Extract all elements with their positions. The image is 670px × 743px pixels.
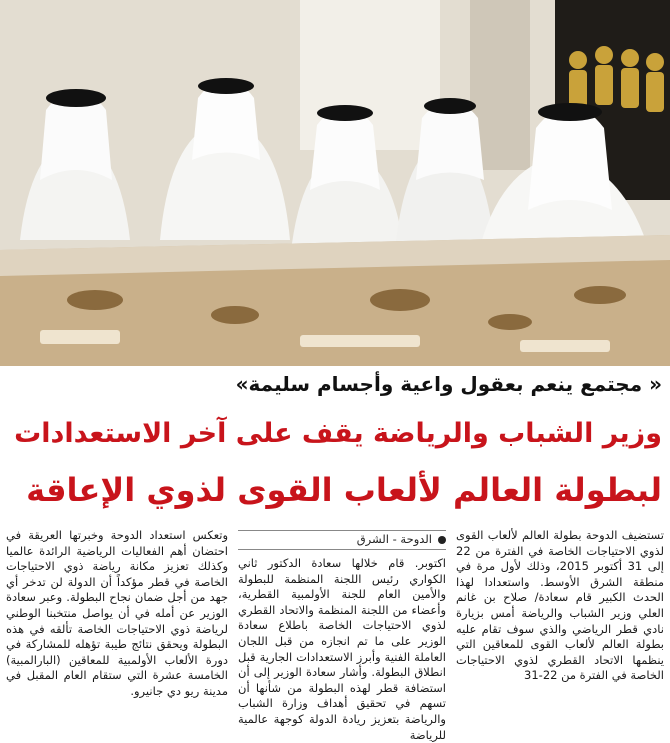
dateline-text: الدوحة - الشرق: [356, 532, 432, 547]
column-3-text: وتعكس استعداد الدوحة وخبرتها العريقة في احتضان أهم الفعاليات الرياضية الرائدة عالميا وكذلك تعزيز مكانة رياضة ذوي الاحتياجات الخاصة في قطر مؤكداً أن الدولة لن تدخر أي جهد من أجل ضمان نجاح البطولة. وعبر سعادة الوزير عن أمله في أن يواصل منتخبنا الوطني لرياضة ذوي الاحتياجات الخاصة تألقه في هذه البطولة ويحقق نتائج طيبة تؤهله للمشاركة في دورة الألعاب الأولمبية للمعاقين (البارالمبية) الخامسة عشرة التي ستقام العام المقبل في مدينة ريو دي جانيرو.: [6, 528, 228, 698]
photo-illustration: [0, 0, 670, 366]
headline-line-1: وزير الشباب والرياضة يقف على آخر الاستعدادات: [14, 418, 662, 449]
bullet-icon: [438, 536, 446, 544]
column-2-text: اكتوبر. قام خلالها سعادة الدكتور ثاني الكواري رئيس اللجنة المنظمة للبطولة والأمين العام للجنة الأولمبية القطرية، وأعضاء من اللجنة المنظمة والاتحاد القطري لذوي الاحتياجات الخاصة باطلاع سعادة الوزير على ما تم انجازه من قبل اللجان العاملة الفنية وأبرز الاستعدادات الجارية قبل انطلاق البطولة. وأشار سعادة الوزير إلى أن استضافة قطر لهذه البطولة من شأنها أن تسهم في تحقيق أهداف وزارة الشباب والرياضة بتعزيز ريادة الدولة كوجهة عالمية للرياضة: [238, 556, 446, 742]
article-kicker: « مجتمع ينعم بعقول واعية وأجسام سليمة»: [235, 372, 662, 396]
news-photo: [0, 0, 670, 366]
column-1-text: تستضيف الدوحة بطولة العالم لألعاب القوى لذوي الاحتياجات الخاصة في الفترة من 22 إلى 31 أكتوبر 2015، وذلك لأول مرة في منطقة الشرق الأوسط. واستعدادا لهذا الحدث الكبير قام سعادة/ صلاح بن غانم العلي وزير الشباب والرياضة أمس بزيارة نادي قطر الرياضي والذي سوف تقام عليه بطولة العالم لألعاب القوى للمعاقين التي ينظمها الاتحاد القطري لذوي الاحتياجات الخاصة في الفترة من 22-31: [456, 528, 664, 683]
dateline: [238, 530, 446, 550]
headline-line-2: لبطولة العالم لألعاب القوى لذوي الإعاقة: [26, 471, 662, 509]
article-column-2: [238, 528, 446, 742]
article-column-1: [456, 528, 664, 732]
article-column-3: [6, 528, 228, 732]
